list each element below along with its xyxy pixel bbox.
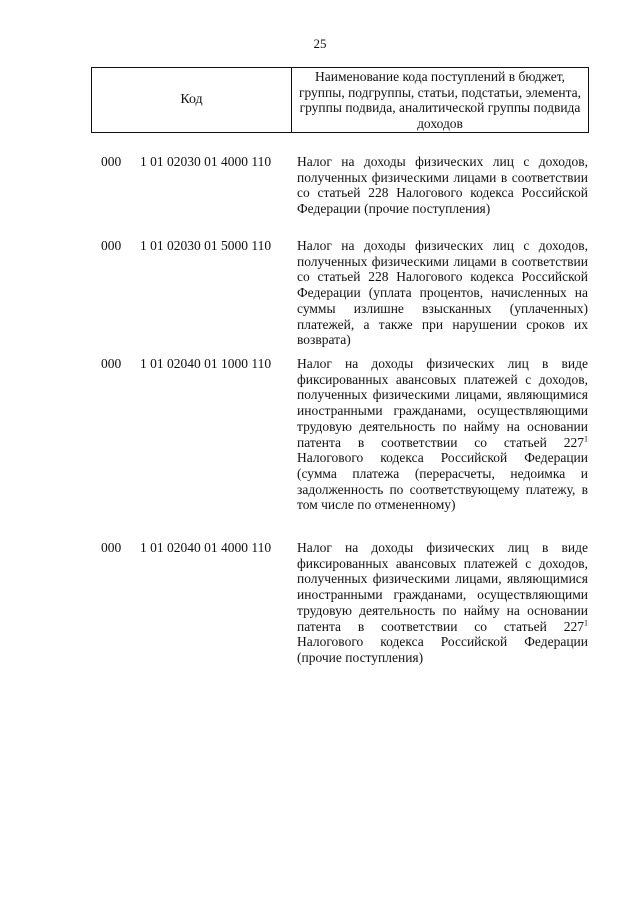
row-description-text: Налог на доходы физических лиц с доходов, полученных физическими лицами в соответствии со статьей 228 Налогового кодекса Российской Федерации (прочие поступления): [297, 154, 588, 217]
row-code: 1 01 02040 01 1000 110: [140, 356, 272, 371]
row-prefix: 000: [101, 356, 122, 371]
table-header: [91, 67, 589, 133]
table-body: [0, 154, 640, 680]
row-description: [297, 356, 588, 513]
table-row: [0, 238, 640, 356]
row-prefix: 000: [101, 540, 122, 555]
row-description: [297, 540, 588, 666]
table-row: [0, 154, 640, 238]
row-description-text: Налог на доходы физических лиц с доходов, полученных физическими лицами в соответствии со статьей 228 Налогового кодекса Российской Федерации (уплата процентов, начисленных на суммы излишне взысканных (уплаченных) платежей, а также при нарушении сроков их возврата): [297, 238, 588, 348]
row-description-text: Налог на доходы физических лиц в виде фиксированных авансовых платежей с доходов, полученных физическими лицами, являющимися иностранными гражданами, осуществляющими трудовую деятельность по найму на основании патента в соответствии со статьей 227: [297, 356, 588, 450]
row-code: 1 01 02040 01 4000 110: [140, 540, 272, 555]
row-description-sup: 1: [584, 434, 588, 444]
page-number: 25: [313, 36, 327, 51]
row-description: [297, 154, 588, 217]
row-code: 1 01 02030 01 5000 110: [140, 238, 272, 253]
row-prefix: 000: [101, 238, 122, 253]
row-description-sup: 1: [584, 618, 588, 628]
row-prefix: 000: [101, 154, 122, 169]
row-description-text: Налог на доходы физических лиц в виде фиксированных авансовых платежей с доходов, полученных физическими лицами, являющимися иностранными гражданами, осуществляющими трудовую деятельность по найму на основании патента в соответствии со статьей 227: [297, 540, 588, 634]
row-code: 1 01 02030 01 4000 110: [140, 154, 272, 169]
row-description: [297, 238, 588, 348]
row-description-text-after: Налогового кодекса Российской Федерации (прочие поступления): [297, 634, 588, 665]
table-row: [0, 356, 640, 540]
table-row: [0, 540, 640, 680]
row-description-text-after: Налогового кодекса Российской Федерации (сумма платежа (перерасчеты, недоимка и задолженность по соответствующему платежу, в том числе по отмененному): [297, 450, 588, 513]
header-name-cell: Наименование кода поступлений в бюджет, группы, подгруппы, статьи, подстатьи, элемента, группы подвида, аналитической группы подвида доходов: [298, 69, 582, 131]
header-code-cell: Код: [92, 68, 292, 132]
